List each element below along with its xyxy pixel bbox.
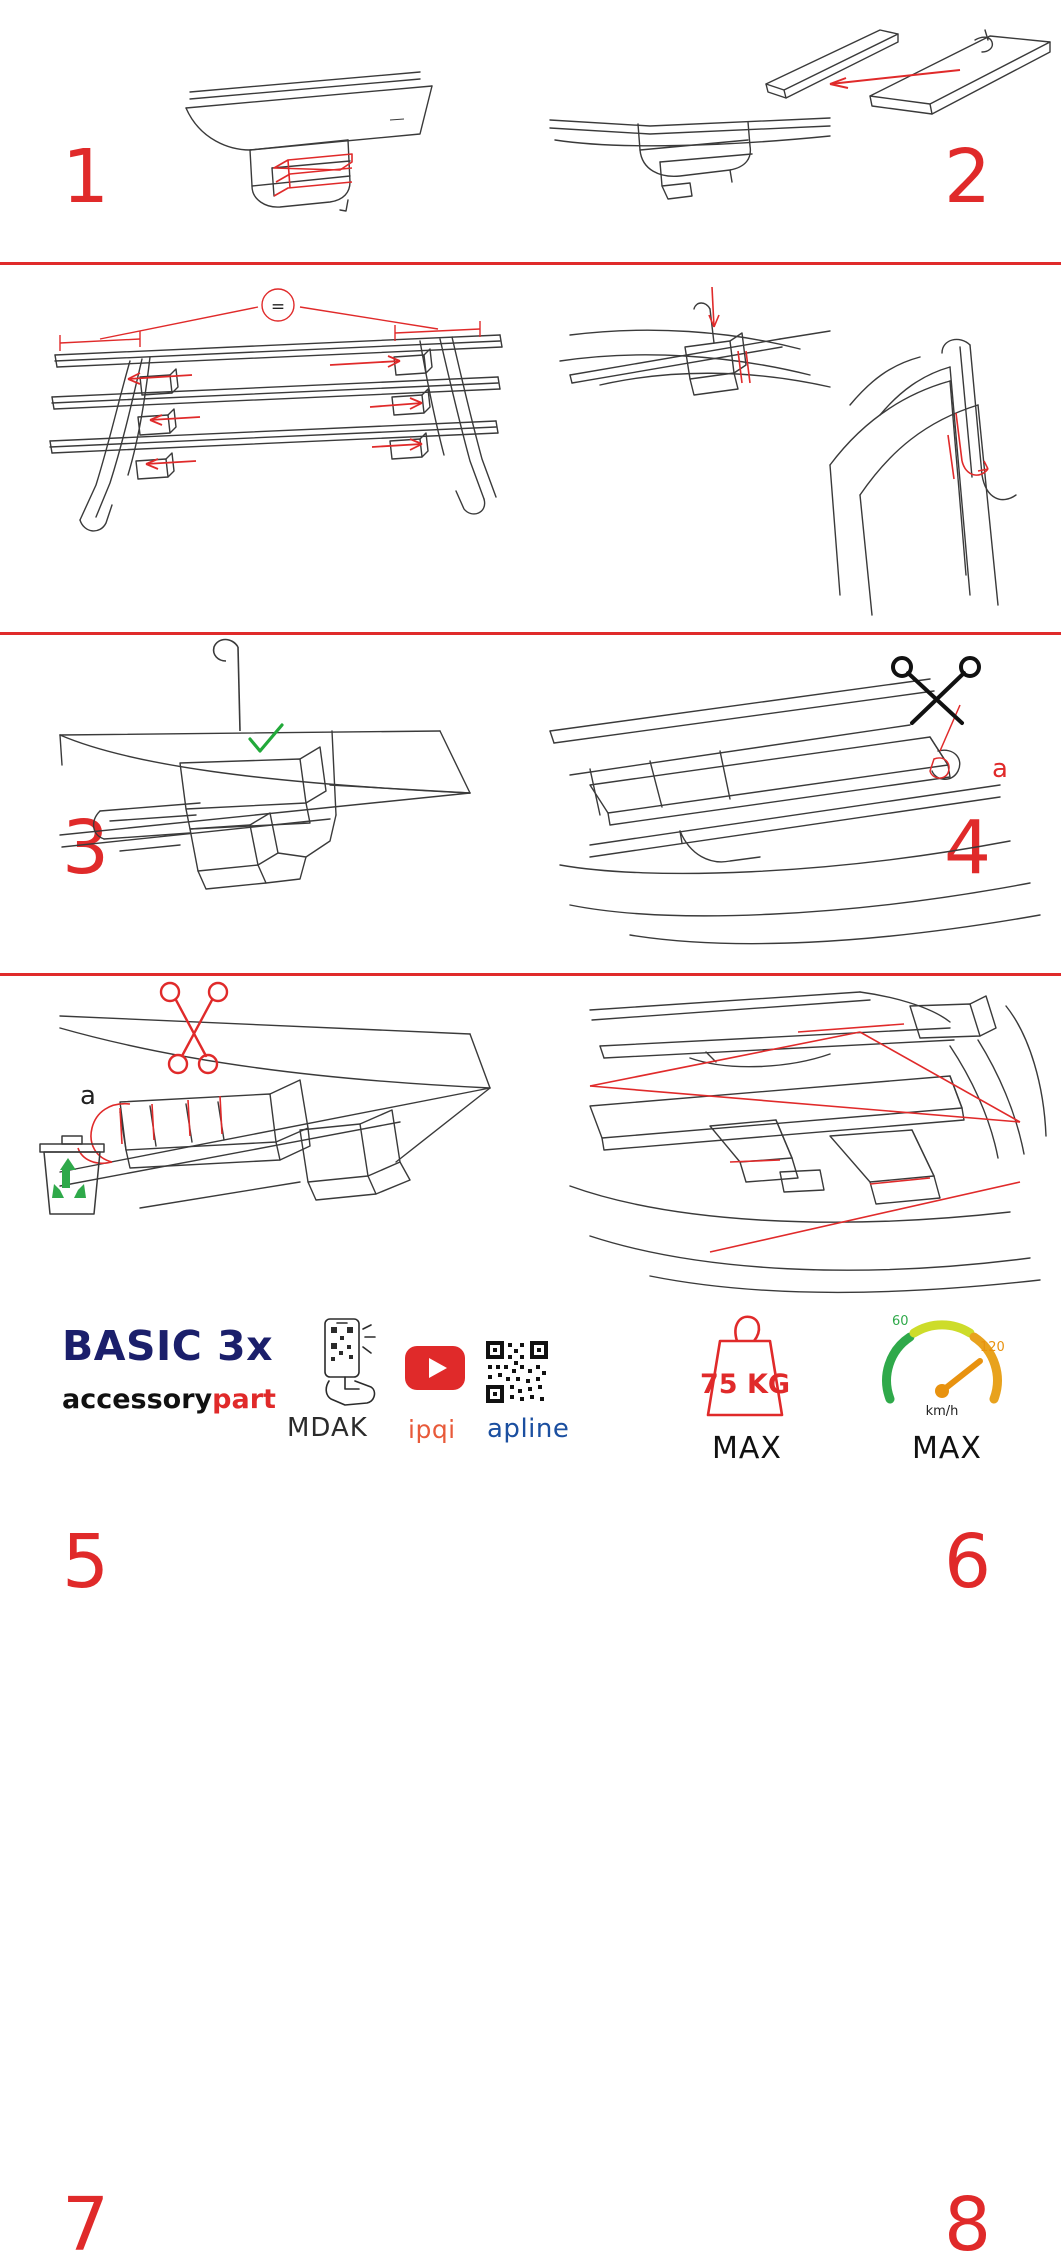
step-8-illustration — [530, 976, 1061, 1295]
speed-tick-max: 120 — [980, 1340, 1005, 1355]
brand-title-qty: 3x — [217, 1322, 274, 1370]
step-1-number: 1 — [62, 134, 110, 220]
max-load-icon — [680, 1305, 810, 1425]
speed-tick-min: 60 — [892, 1314, 909, 1329]
step-3-illustration — [0, 265, 530, 632]
max-load-value: 75 KG — [699, 1369, 791, 1400]
apline-logo: apline — [487, 1414, 570, 1444]
step-2-panel — [530, 0, 1061, 262]
brand-sub-accessory: accessory — [62, 1384, 213, 1415]
step-4-illustration — [530, 265, 1061, 632]
max-load-caption: MAX — [712, 1431, 782, 1466]
brand-title — [62, 1323, 312, 1369]
qr-scan-icon — [315, 1315, 395, 1407]
speed-unit: km/h — [925, 1404, 959, 1419]
step-2-illustration — [530, 0, 1061, 262]
step-6-label-a: a — [992, 754, 1008, 784]
mdak-logo: MDAK — [287, 1413, 368, 1443]
qr-code-icon — [484, 1339, 550, 1405]
step-7-illustration — [0, 976, 530, 1295]
step-1-panel — [0, 0, 530, 262]
step-6-number: 6 — [944, 1519, 992, 1605]
brand-sub-part: part — [212, 1384, 276, 1415]
step-5-number: 5 — [62, 1519, 110, 1605]
max-speed-caption: MAX — [912, 1431, 982, 1466]
brand-block — [62, 1323, 312, 1415]
step-6-illustration — [530, 635, 1061, 973]
step-4-panel — [530, 265, 1061, 891]
step-3-number: 3 — [62, 805, 110, 891]
max-speed-icon — [872, 1303, 1012, 1425]
step-7-label-a: a — [80, 1081, 96, 1111]
step-7-number: 7 — [62, 2182, 110, 2268]
ipqi-logo: ipqi — [408, 1415, 456, 1444]
step-3-equal-symbol: = — [270, 297, 286, 317]
step-2-number: 2 — [944, 134, 992, 220]
brand-title-main: BASIC — [62, 1322, 203, 1370]
step-1-illustration — [0, 0, 530, 262]
footer — [0, 1295, 1061, 1500]
step-3-panel — [0, 265, 530, 891]
step-8-number: 8 — [944, 2182, 992, 2268]
step-4-number: 4 — [944, 805, 992, 891]
youtube-icon[interactable] — [404, 1345, 466, 1391]
step-5-illustration — [0, 635, 530, 973]
brand-subtitle — [62, 1385, 312, 1415]
